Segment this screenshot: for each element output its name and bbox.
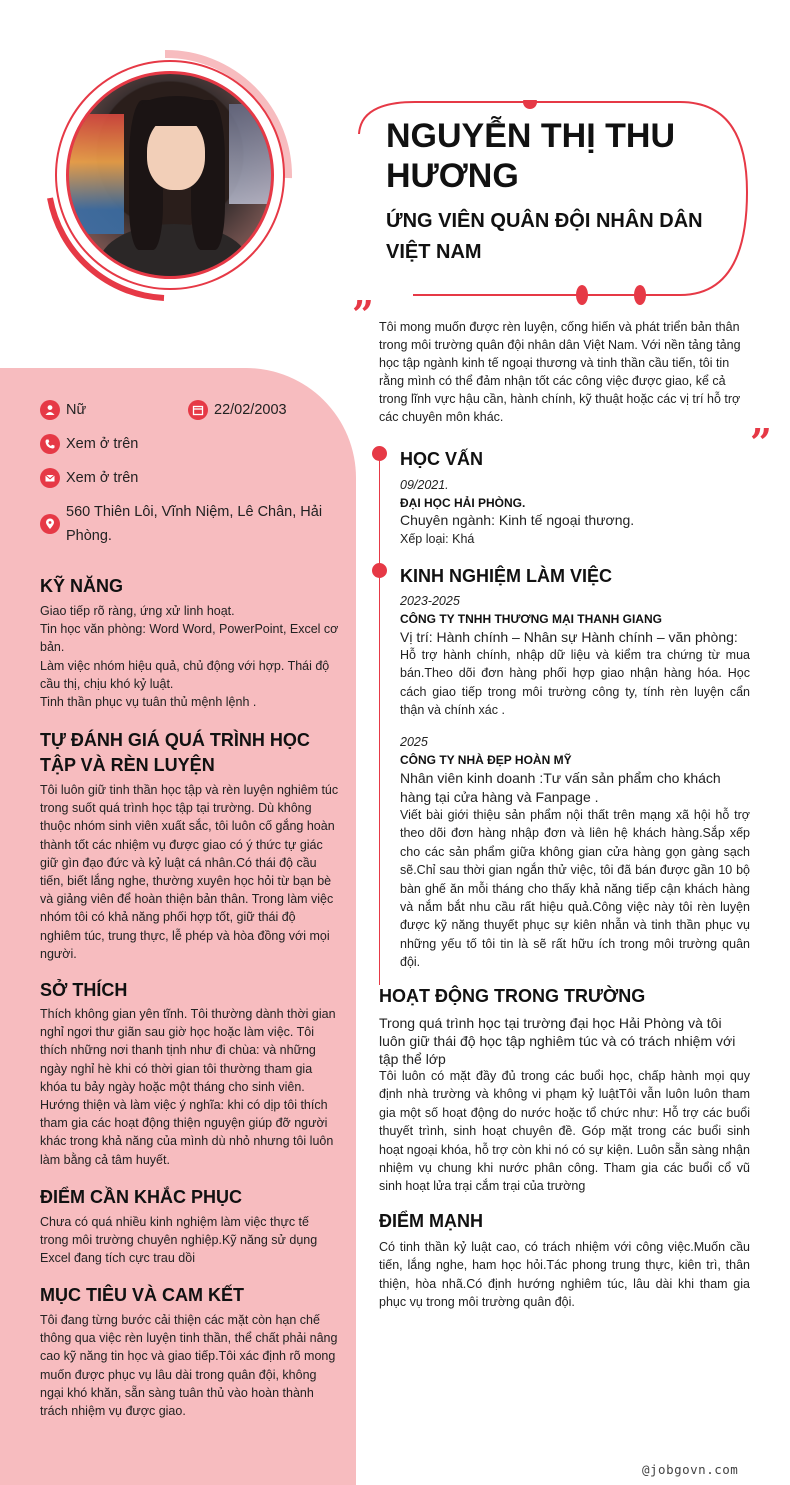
education-title: HỌC VẤN — [400, 449, 484, 469]
education-date: 09/2021. — [400, 478, 449, 492]
job-1-description: Hỗ trợ hành chính, nhập dữ liệu và kiểm tra chứng từ mua bán.Theo dõi đơn hàng phối hợp giao nhận hàng hóa. Học cách giao tiếp trong môi trường công ty, tính rèn luyện cẩn thận và chính xác . — [400, 648, 750, 718]
experience-title: KINH NGHIỆM LÀM VIỆC — [400, 566, 613, 586]
self-review-title: TỰ ĐÁNH GIÁ QUÁ TRÌNH HỌC TẬP VÀ RÈN LUYỆN — [40, 730, 310, 775]
self-review-text: Tôi luôn giữ tinh thần học tập và rèn luyện nghiêm túc trong suốt quá trình học tập tại trường. Dù không thuộc nhóm sinh viên xuất sắc, tôi luôn cố gắng hoàn thành tốt các nhiệm vụ được giao có ý thức tự giác giữ gìn đạo đức và kỷ luật cá nhân.Có thái độ cầu tiến, biết lắng nghe, thường xuyên học hỏi từ bạn bè và giảng viên để hoàn thiện bản thân. Trong làm việc nhóm tôi có khả năng phối hợp tốt, giữ thái độ nghiêm túc, trung thực, lễ phép và hòa đồng với mọi người. — [40, 783, 339, 961]
experience-dot — [372, 563, 387, 578]
avatar — [66, 71, 274, 279]
email-value: Xem ở trên — [66, 470, 139, 486]
skills-text: Giao tiếp rõ ràng, ứng xử linh hoạt. Tin học văn phòng: Word Word, PowerPoint, Excel cơ bản. Làm việc nhóm hiệu quả, chủ động với hợp. Thái độ cầu thị, chịu khó kỷ luật. Tinh thần phục vụ tuân thủ mệnh lệnh . — [40, 604, 339, 710]
email-row — [40, 466, 138, 490]
weakness-title: ĐIỂM CẦN KHẮC PHỤC — [40, 1187, 242, 1207]
goals-title: MỤC TIÊU VÀ CAM KẾT — [40, 1285, 244, 1305]
education-school: ĐẠI HỌC HẢI PHÒNG. — [400, 496, 526, 510]
candidate-name: NGUYỄN THỊ THU HƯƠNG — [386, 117, 675, 195]
email-icon — [40, 468, 60, 488]
job-1-date: 2023-2025 — [400, 594, 460, 608]
activities-summary: Trong quá trình học tại trường đại học Hải Phòng và tôi luôn giữ thái độ học tập nghiêm túc và có trách nhiệm với tập thể lớp — [379, 1015, 736, 1067]
timeline-line — [379, 455, 380, 985]
job-2-company: CÔNG TY NHÀ ĐẸP HOÀN MỸ — [400, 753, 572, 767]
activities-title: HOẠT ĐỘNG TRONG TRƯỜNG — [379, 986, 646, 1006]
weakness-text: Chưa có quá nhiều kinh nghiệm làm việc thực tế trong môi trường chuyên nghiệp.Kỹ năng sử dụng Excel đang tích cực trau dồi — [40, 1215, 318, 1266]
job-2-description: Viết bài giới thiệu sản phẩm nội thất trên mạng xã hội hỗ trợ theo dõi đơn hàng nhập đơn và liên hệ khách hàng.Sắp xếp cho các sản phẩm giữa không gian cửa hàng gọn gàng sạch sẽ.Chỉ sau thời gian ngắn thử việc, tôi đã bán được gần 10 bộ bàn ghế ăn mỗi tháng cho thấy khả năng tiếp cận khách hàng và nắm bắt nhu cầu rất hiệu quả.Công việc này tôi rèn luyện được kỹ năng thuyết phục sự kiên nhẫn và tinh thần phục vụ những yếu tố tôi tin là sẽ rất hữu ích trong môi trường quân đội. — [400, 808, 750, 970]
gender-row — [40, 398, 86, 422]
job-2-role: Nhân viên kinh doanh :Tư vấn sản phẩm cho khách hàng tại cửa hàng và Fanpage . — [400, 770, 721, 805]
quote-open-icon: ” — [352, 292, 374, 337]
avatar-container — [40, 48, 300, 303]
phone-row — [40, 432, 138, 456]
phone-icon — [40, 434, 60, 454]
education-grade: Xếp loại: Khá — [400, 532, 475, 546]
phone-value: Xem ở trên — [66, 436, 139, 452]
footer-watermark: @jobgovn.com — [642, 1462, 739, 1477]
education-dot — [372, 446, 387, 461]
career-objective: Tôi mong muốn được rèn luyện, cống hiến và phát triển bản thân trong môi trường quân đội nhân dân Việt Nam. Với nền tảng tảng học tập ngành kinh tế ngoại thương và tinh thần cầu tiến, tôi tin rằng mình có thể đảm nhận tốt các công việc được giao, kể cả trong lĩnh vực hậu cần, hành chính, kỹ thuật hoặc các vị trí hỗ trợ các chuyên môn khác. — [379, 320, 741, 424]
job-1-role: Vị trí: Hành chính – Nhân sự Hành chính – văn phòng: — [400, 629, 738, 645]
activities-text: Tôi luôn có mặt đầy đủ trong các buổi học, chấp hành mọi quy định nhà trường và không vi phạm kỷ luậtTôi vẫn luôn luôn tham gia một số hoạt động do nước hoặc tổ chức như: Hỗ trợ các buổi thuyết trình, sinh hoạt chuyên đề. Góp mặt trong các buổi sinh hoạt ngoại khóa, hỗ trợ còn khi nó có sự kiện. Luôn sẵn sàng nhận nhiệm vụ chung khi nước phân công. Tham gia các buổi cổ vũ sinh hoạt lửa trại cắm trại của trường — [379, 1069, 750, 1194]
strengths-text: Có tinh thần kỷ luật cao, có trách nhiệm với công việc.Muốn cầu tiến, lắng nghe, ham học hỏi.Tác phong trung thực, kiên trì, thân thiện, hòa nhã.Có định hướng nghiêm túc, lâu dài khi tham gia phục vụ trong môi trường quân đội. — [379, 1240, 750, 1310]
hobbies-text: Thích không gian yên tĩnh. Tôi thường dành thời gian nghỉ ngơi thư giãn sau giờ học hoặc làm việc. Tôi thích những nơi thanh tịnh như đi chùa: và những ngày nghỉ hè khi có thời gian tôi thường tham gia khóa tu bảy ngày hoặc một tháng cho sinh viên. Hướng thiện và làm việc ý nghĩa: khi có dịp tôi thích tham gia các hoạt động thiện nguyện giúp đỡ người khác trong khả năng của mình dù nhỏ nhưng tôi luôn làm bằng cả tâm huyết. — [40, 1007, 336, 1167]
address-row — [40, 500, 340, 548]
user-icon — [40, 400, 60, 420]
location-icon — [40, 514, 60, 534]
birthday-value: 22/02/2003 — [214, 402, 287, 418]
hobbies-title: SỞ THÍCH — [40, 980, 128, 1000]
strengths-title: ĐIỂM MẠNH — [379, 1211, 483, 1231]
job-1-company: CÔNG TY TNHH THƯƠNG MẠI THANH GIANG — [400, 612, 662, 626]
job-2-date: 2025 — [400, 735, 428, 749]
education-major: Chuyên ngành: Kinh tế ngoại thương. — [400, 512, 635, 528]
calendar-icon — [188, 400, 208, 420]
quote-close-icon: ” — [750, 420, 772, 465]
gender-value: Nữ — [66, 402, 87, 418]
birthday-row — [188, 398, 287, 422]
goals-text: Tôi đang từng bước cải thiện các mặt còn hạn chế thông qua việc rèn luyện tinh thần, thể chất phải nâng cao kỹ năng tin học và giao tiếp.Tôi xác định rõ mong muốn được phục vụ lâu dài trong quân đội, không ngại khó khăn, sẵn sàng tuân thủ vào hoàn thành trách nhiệm vụ được giao. — [40, 1313, 338, 1419]
candidate-position: ỨNG VIÊN QUÂN ĐỘI NHÂN DÂN VIỆT NAM — [386, 210, 703, 263]
skills-title: KỸ NĂNG — [40, 576, 124, 596]
address-value: 560 Thiên Lôi, Vĩnh Niệm, Lê Chân, Hải Phòng. — [66, 504, 323, 544]
